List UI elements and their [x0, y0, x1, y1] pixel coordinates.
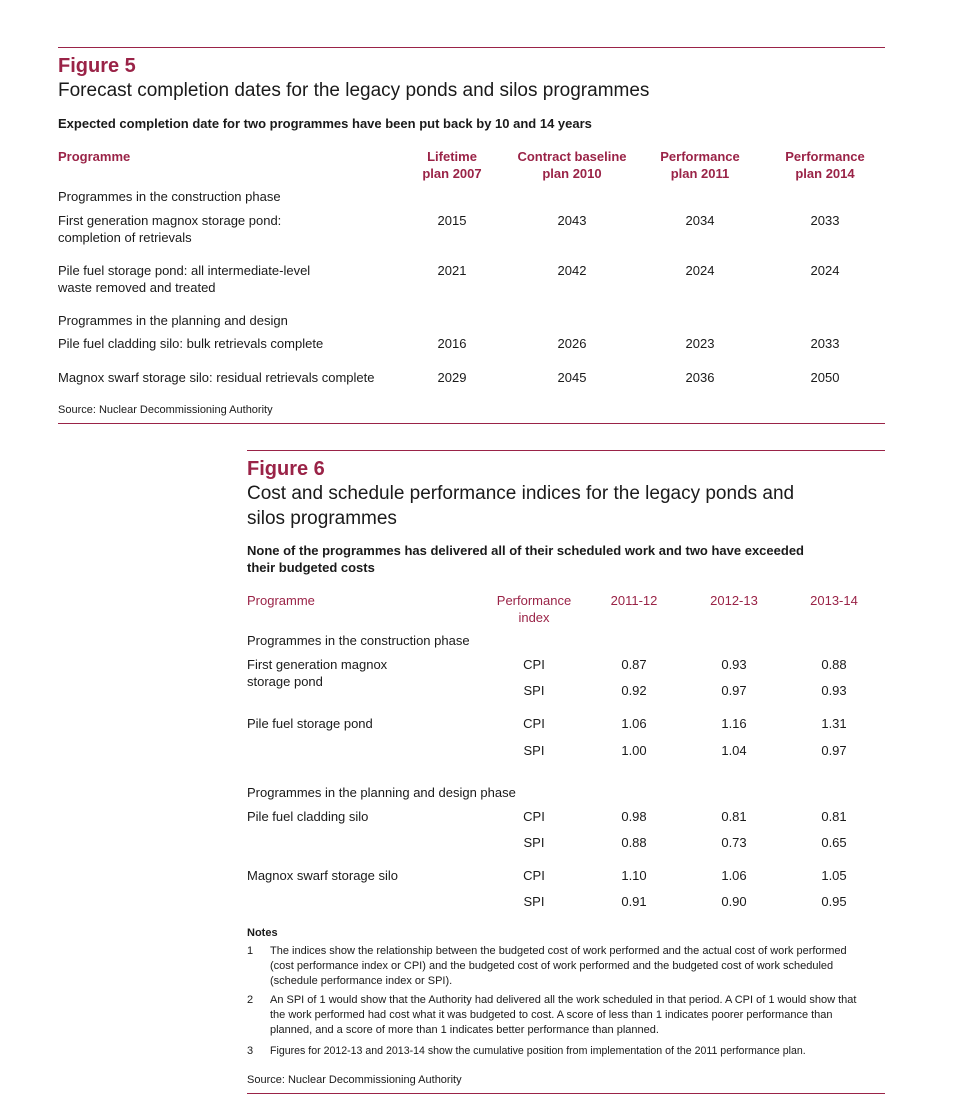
fig5-col-contract: [502, 148, 642, 182]
fig5-cell-2007: 2021: [437, 263, 467, 278]
fig6-index-spi: SPI: [523, 894, 545, 909]
fig6-index-cpi: CPI: [523, 657, 545, 672]
fig5-cell-2011: 2034: [685, 213, 715, 228]
fig5-col-perf2014: [765, 148, 885, 182]
figure6-subtitle-line1: None of the programmes has delivered all of their scheduled work and two have exceeded: [247, 543, 804, 558]
figure5-top-rule: [58, 47, 885, 48]
fig6-cell: 1.04: [721, 743, 747, 758]
fig6-cell: 1.31: [821, 716, 847, 731]
fig5-col-lifetime: [402, 148, 502, 182]
figure6-subtitle-line2: their budgeted costs: [247, 560, 375, 575]
fig6-note-text: An SPI of 1 would show that the Authority had delivered all the work scheduled in that period. A CPI of 1 would show that the work performed had cost what it was budgeted to cost. A score of less than 1 indicates poorer performance than planned, and a score of more than 1 indicates better performance than planned.: [270, 994, 857, 1036]
fig6-index-cpi: CPI: [523, 716, 545, 731]
fig5-cell-2010: 2042: [557, 263, 587, 278]
fig5-cell-2007: 2015: [437, 213, 467, 228]
fig5-cell-2011: 2036: [685, 370, 715, 385]
fig6-cell: 0.90: [721, 894, 747, 909]
fig6-cell: 0.88: [621, 835, 647, 850]
fig6-col-programme: Programme: [247, 593, 315, 608]
fig6-cell: 0.93: [821, 683, 847, 698]
fig6-source: Source: Nuclear Decommissioning Authority: [247, 1074, 462, 1086]
fig5-source: Source: Nuclear Decommissioning Authority: [58, 404, 273, 416]
figure6-top-rule: [247, 450, 885, 451]
figure6-label: Figure 6: [247, 458, 325, 480]
fig5-cell-2014: 2033: [810, 213, 840, 228]
fig6-note: [247, 1044, 877, 1060]
fig5-col-contract-line2: plan 2010: [542, 166, 602, 181]
fig5-col-programme: Programme: [58, 149, 131, 164]
fig5-cell-2011: 2023: [685, 336, 715, 351]
figure5-subtitle: Expected completion date for two programmes have been put back by 10 and 14 years: [58, 116, 592, 131]
fig5-cell-2010: 2026: [557, 336, 587, 351]
fig5-cell-2011: 2024: [685, 263, 715, 278]
fig6-section-construction: Programmes in the construction phase: [247, 633, 470, 648]
fig6-programme-name: Pile fuel storage pond: [247, 716, 373, 731]
fig6-note-number: 2: [247, 994, 254, 1006]
fig6-col-2012-13: 2012-13: [710, 593, 758, 608]
fig6-cell: 0.93: [721, 657, 747, 672]
figure5-title: Forecast completion dates for the legacy ponds and silos programmes: [58, 80, 650, 101]
fig5-section-construction: Programmes in the construction phase: [58, 189, 281, 204]
fig5-cell-2007: 2029: [437, 370, 467, 385]
fig6-cell: 1.16: [721, 716, 747, 731]
fig5-row-name-line2: waste removed and treated: [58, 280, 216, 295]
fig6-cell: 1.06: [721, 868, 747, 883]
fig5-cell-2014: 2024: [810, 263, 840, 278]
fig6-cell: 0.65: [821, 835, 847, 850]
fig6-cell: 0.81: [721, 809, 747, 824]
fig6-cell: 0.87: [621, 657, 647, 672]
fig5-cell-2010: 2043: [557, 213, 587, 228]
fig6-col-2013-14: 2013-14: [810, 593, 858, 608]
figure6-title: [247, 481, 794, 531]
fig5-cell-2010: 2045: [557, 370, 587, 385]
fig5-cell-2014: 2050: [810, 370, 840, 385]
fig6-cell: 0.95: [821, 894, 847, 909]
fig5-col-perf2011-line1: Performance: [660, 149, 740, 164]
figure6-title-line2: silos programmes: [247, 508, 397, 529]
fig6-note-number: 3: [247, 1045, 254, 1057]
fig5-cell-2007: 2016: [437, 336, 467, 351]
fig6-index-spi: SPI: [523, 835, 545, 850]
fig5-col-perf2014-line2: plan 2014: [795, 166, 855, 181]
fig6-index-spi: SPI: [523, 743, 545, 758]
fig6-col-index-line1: Performance: [496, 593, 572, 608]
fig6-cell: 0.92: [621, 683, 647, 698]
fig5-row-name: [58, 212, 281, 246]
figure5-label: Figure 5: [58, 55, 136, 77]
fig6-cell: 1.06: [621, 716, 647, 731]
fig6-notes-heading: Notes: [247, 927, 278, 939]
fig6-programme-name: Magnox swarf storage silo: [247, 868, 399, 883]
fig6-programme-name-line1: First generation magnox: [247, 657, 388, 672]
fig6-cell: 1.05: [821, 868, 847, 883]
fig5-col-perf2014-line1: Performance: [785, 149, 865, 164]
figure6-title-line1: Cost and schedule performance indices for the legacy ponds and: [247, 483, 795, 504]
fig6-note-text: The indices show the relationship between the budgeted cost of work performed and the actual cost of work performed (cost performance index or CPI) and the budgeted cost of work performed and the budgeted cost of work scheduled (schedule performance index or SPI).: [270, 945, 847, 987]
fig5-col-perf2011: [640, 148, 760, 182]
figure6-subtitle: [247, 542, 804, 576]
fig6-note-number: 1: [247, 945, 254, 957]
fig6-col-2011-12: 2011-12: [610, 593, 658, 608]
fig6-index-cpi: CPI: [523, 868, 545, 883]
fig5-col-lifetime-line1: Lifetime: [427, 149, 477, 164]
fig5-section-planning: Programmes in the planning and design: [58, 313, 288, 328]
fig5-row-name: Magnox swarf storage silo: residual retrievals complete: [58, 370, 375, 385]
fig5-col-contract-line1: Contract baseline: [517, 149, 627, 164]
fig6-programme-name: Pile fuel cladding silo: [247, 809, 369, 824]
fig6-index-cpi: CPI: [523, 809, 545, 824]
fig5-row-name-line1: Pile fuel storage pond: all intermediate-level: [58, 263, 311, 278]
fig6-cell: 0.88: [821, 657, 847, 672]
fig6-cell: 0.97: [821, 743, 847, 758]
fig6-cell: 0.91: [621, 894, 647, 909]
fig6-note-text: Figures for 2012-13 and 2013-14 show the cumulative position from implementation of the 2011 performance plan.: [270, 1045, 806, 1057]
fig6-cell: 0.97: [721, 683, 747, 698]
fig6-note: [247, 944, 867, 990]
fig6-index-spi: SPI: [523, 683, 545, 698]
fig6-cell: 0.73: [721, 835, 747, 850]
fig5-row-name-line1: First generation magnox storage pond:: [58, 213, 282, 228]
fig5-cell-2014: 2033: [810, 336, 840, 351]
figure5-bottom-rule: [58, 423, 885, 424]
fig5-col-lifetime-line2: plan 2007: [422, 166, 482, 181]
fig6-programme-name-line2: storage pond: [247, 674, 323, 689]
fig6-section-planning: Programmes in the planning and design phase: [247, 785, 516, 800]
fig6-programme-name: [247, 656, 387, 690]
fig6-col-index: [484, 592, 584, 626]
fig5-row-name-line2: completion of retrievals: [58, 230, 192, 245]
fig6-cell: 0.98: [621, 809, 647, 824]
fig6-col-index-line2: index: [518, 610, 550, 625]
fig5-col-perf2011-line2: plan 2011: [670, 166, 730, 181]
fig5-row-name: [58, 262, 310, 296]
figure6-bottom-rule: [247, 1093, 885, 1094]
fig6-cell: 0.81: [821, 809, 847, 824]
fig5-row-name: Pile fuel cladding silo: bulk retrievals complete: [58, 336, 324, 351]
fig6-cell: 1.00: [621, 743, 647, 758]
fig6-cell: 1.10: [621, 868, 647, 883]
fig6-note: [247, 993, 867, 1039]
